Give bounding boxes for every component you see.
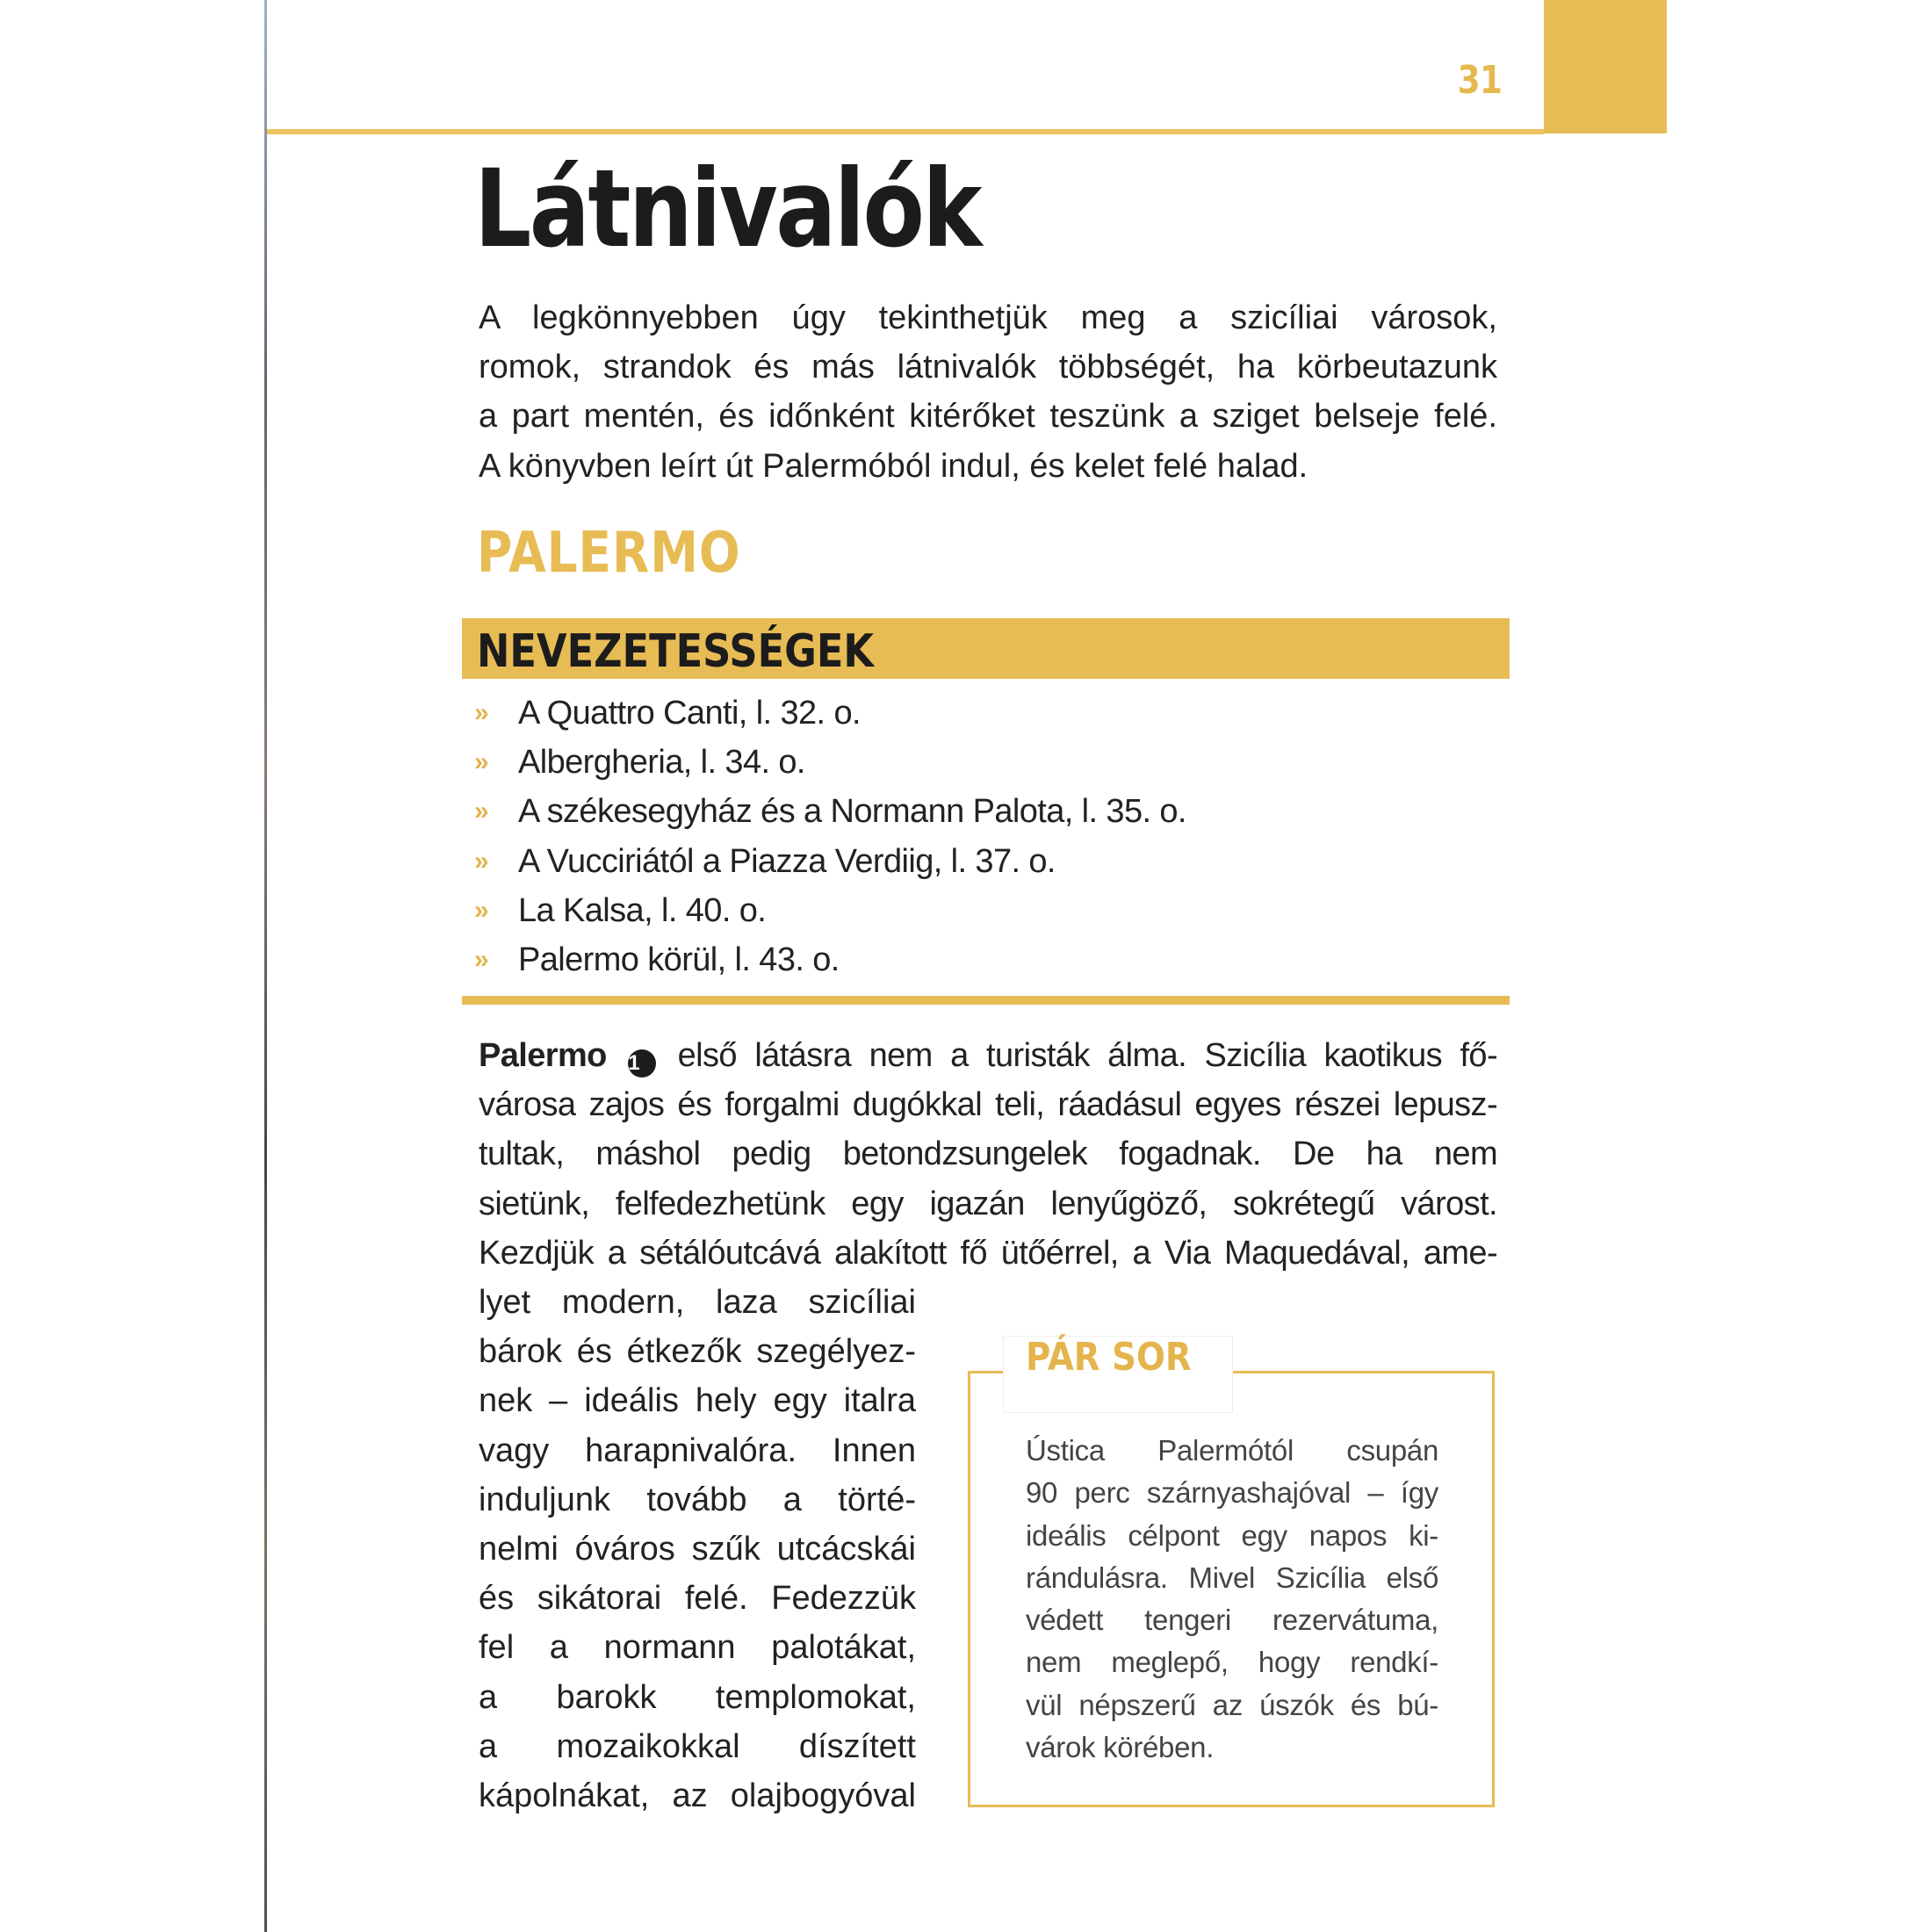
- column-line: induljunk tovább a törté-: [479, 1481, 916, 1518]
- column-line: a mozaikokkal díszített: [479, 1727, 916, 1765]
- highlight-link[interactable]: A Vucciriától a Piazza Verdiig, l. 37. o.: [518, 842, 1056, 880]
- column-line: vagy harapnivalóra. Innen: [479, 1431, 916, 1469]
- highlight-link[interactable]: La Kalsa, l. 40. o.: [518, 891, 767, 929]
- highlight-item: [474, 787, 1502, 836]
- sidebar-title: PÁR SOR: [1026, 1335, 1192, 1380]
- highlight-link[interactable]: Albergheria, l. 34. o.: [518, 744, 805, 782]
- sidebar-line: nem meglepő, hogy rendkí-: [1026, 1646, 1438, 1679]
- column-line: nelmi óváros szűk utcácskái: [479, 1531, 916, 1568]
- intro-paragraph: [479, 293, 1497, 491]
- sidebar-line: Ústica Palermótól csupán: [1026, 1434, 1438, 1467]
- column-line: fel a normann palotákat,: [479, 1629, 916, 1667]
- highlight-item: [474, 688, 1502, 738]
- column-line: és sikátorai felé. Fedezzük: [479, 1580, 916, 1618]
- double-chevron-right-icon: »: [474, 895, 489, 925]
- column-line: kápolnákat, az olajbogyóval: [479, 1777, 916, 1815]
- page-title: Látnivalók: [474, 147, 980, 271]
- column-line: nek – ideális hely egy italra: [479, 1382, 916, 1420]
- double-chevron-right-icon: »: [474, 747, 489, 777]
- sidebar-line: védett tengeri rezervátuma,: [1026, 1604, 1438, 1637]
- body-paragraph-full-width: [479, 1031, 1497, 1278]
- highlights-title: NEVEZETESSÉGEK: [477, 625, 875, 678]
- section-title: PALERMO: [477, 521, 741, 586]
- highlight-link[interactable]: A székesegyház és a Normann Palota, l. 35. o.: [518, 793, 1186, 831]
- body-line: [479, 1031, 1497, 1080]
- sidebar-line: 90 perc szárnyashajóval – így: [1026, 1476, 1438, 1510]
- intro-line: romok, strandok és más látnivalók többségét, ha körbeutazunk: [479, 349, 1497, 386]
- intro-line: a part mentén, és időnként kitérőket teszünk a sziget belseje felé.: [479, 398, 1497, 436]
- double-chevron-right-icon: »: [474, 797, 489, 826]
- page-number: 31: [1457, 58, 1502, 103]
- sidebar-line: várok körében.: [1026, 1731, 1215, 1764]
- sidebar-line: vül népszerű az úszók és bú-: [1026, 1688, 1438, 1721]
- highlight-item: [474, 886, 1502, 935]
- double-chevron-right-icon: »: [474, 698, 489, 727]
- body-line: Kezdjük a sétálóutcává alakított fő ütőérrel, a Via Maquedával, ame-: [479, 1234, 1497, 1272]
- sidebar-line: rándulásra. Mivel Szicília első: [1026, 1561, 1438, 1594]
- header-rule: [267, 129, 1544, 134]
- body-paragraph-column: [479, 1278, 916, 1820]
- double-chevron-right-icon: »: [474, 944, 489, 974]
- highlight-item: [474, 837, 1502, 886]
- column-line: a barokk templomokat,: [479, 1678, 916, 1716]
- page-edge-line: [264, 0, 267, 1932]
- highlight-link[interactable]: Palermo körül, l. 43. o.: [518, 941, 840, 978]
- corner-tab: [1544, 0, 1667, 133]
- highlight-link[interactable]: A Quattro Canti, l. 32. o.: [518, 695, 861, 732]
- highlights-list: [474, 688, 1502, 984]
- body-line-text: első látásra nem a turisták álma. Szicília kaotikus fő-: [677, 1037, 1498, 1074]
- column-line: bárok és étkezők szegélyez-: [479, 1333, 916, 1371]
- intro-line: A könyvben leírt út Palermóból indul, és kelet felé halad.: [479, 447, 1308, 485]
- body-line: sietünk, felfedezhetünk egy igazán lenyűgöző, sokrétegű várost.: [479, 1185, 1497, 1222]
- body-line: tultak, máshol pedig betondzsungelek fogadnak. De ha nem: [479, 1135, 1497, 1173]
- highlight-item: [474, 738, 1502, 787]
- sidebar-line: ideális célpont egy napos ki-: [1026, 1518, 1438, 1552]
- double-chevron-right-icon: »: [474, 846, 489, 876]
- highlights-bottom-rule: [462, 996, 1510, 1005]
- body-line: városa zajos és forgalmi dugókkal teli, ráadásul egyes részei lepusz-: [479, 1086, 1497, 1124]
- sidebar-text: [1026, 1430, 1438, 1769]
- lead-word: Palermo: [479, 1037, 607, 1074]
- intro-line: A legkönnyebben úgy tekinthetjük meg a szicíliai városok,: [479, 299, 1497, 336]
- column-line: lyet modern, laza szicíliai: [479, 1284, 916, 1321]
- highlight-item: [474, 935, 1502, 984]
- map-marker-icon: 1: [628, 1049, 656, 1078]
